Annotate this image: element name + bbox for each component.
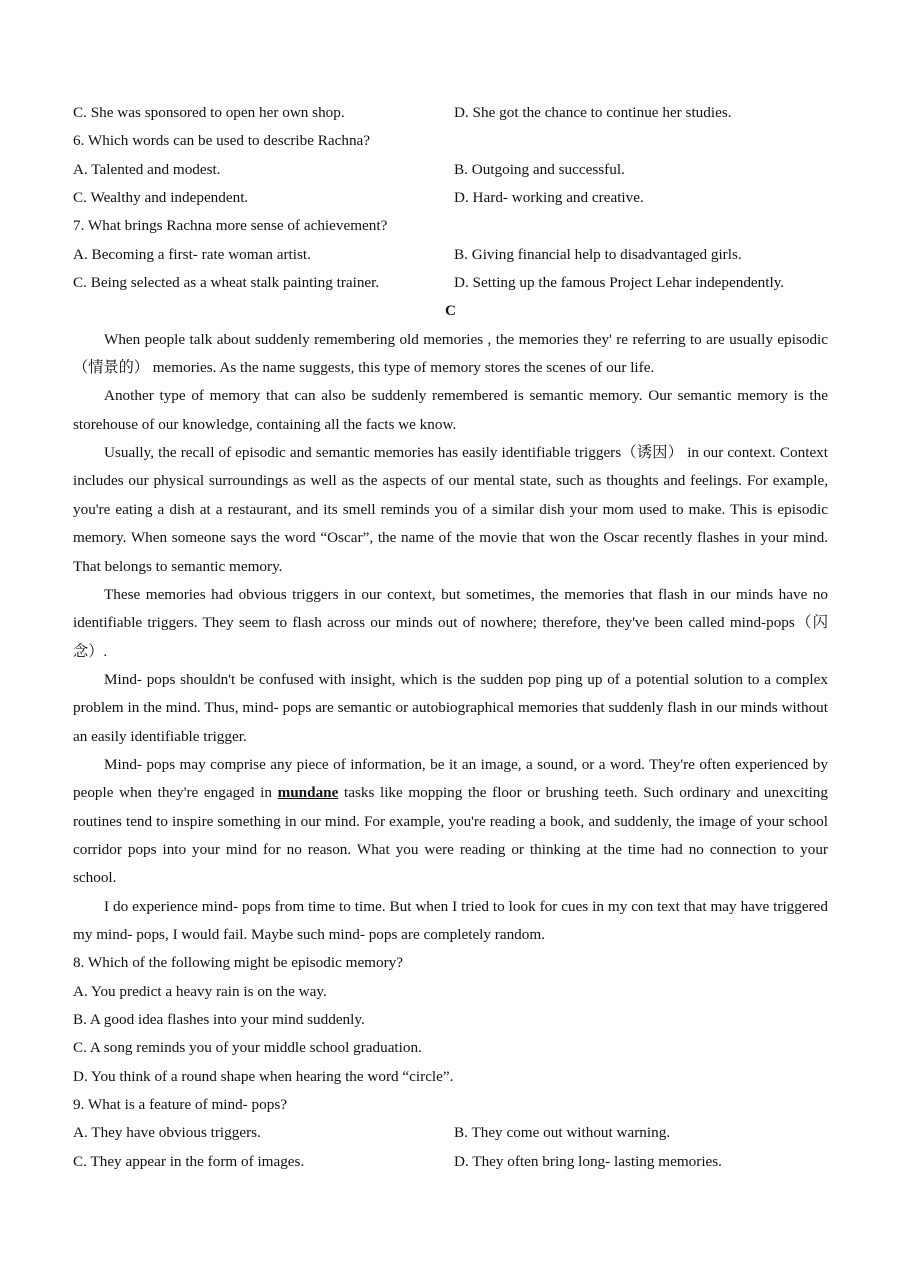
q6-options-row-ab [73, 156, 828, 184]
option-d: D. You think of a round shape when hearing the word “circle”. [73, 1067, 454, 1085]
q9-options-row-ab [73, 1119, 828, 1147]
option-a: A. They have obvious triggers. [73, 1124, 261, 1142]
option-c: C. A song reminds you of your middle school graduation. [73, 1039, 422, 1057]
q7-options-row-cd [73, 269, 828, 297]
option-b: B. A good idea flashes into your mind suddenly. [73, 1011, 365, 1028]
passage-paragraph-6 [73, 751, 828, 893]
question-9: 9. What is a feature of mind- pops? [73, 1096, 287, 1114]
passage-paragraph-1: When people talk about suddenly remembering old memories , the memories they' re referring to are usually episodic（情景的） memories. As the name suggests, this type of memory stores the scenes of our life. [73, 330, 828, 377]
passage-paragraph-5: Mind- pops shouldn't be confused with insight, which is the sudden pop ping up of a potential solution to a complex problem in the mind. Thus, mind- pops are semantic or autobiographical memories that suddenly flash in our minds without an easily identifiable trigger. [73, 670, 828, 745]
paragraph-6-text-before: Mind- pops may comprise any piece of information, be it an image, a sound, or a word. They're often experienced by people when they're engaged in [73, 755, 828, 802]
q9-options-row-cd [73, 1148, 828, 1176]
option-a: A. Talented and modest. [73, 160, 221, 178]
question-8: 8. Which of the following might be episodic memory? [73, 954, 403, 972]
option-c: C. Wealthy and independent. [73, 189, 249, 207]
document-page [73, 99, 828, 1176]
option-d: D. Hard- working and creative. [454, 189, 644, 207]
question-7: 7. What brings Rachna more sense of achievement? [73, 217, 388, 235]
option-c: C. Being selected as a wheat stalk painting trainer. [73, 274, 380, 292]
option-d: D. They often bring long- lasting memories. [454, 1152, 722, 1170]
passage-paragraph-7: I do experience mind- pops from time to time. But when I tried to look for cues in my con text that may have triggered my mind- pops, I would fail. Maybe such mind- pops are completely random. [73, 897, 828, 943]
q5-options-row-cd [73, 99, 828, 127]
option-d: D. She got the chance to continue her studies. [454, 104, 732, 121]
option-c: C. She was sponsored to open her own shop. [73, 104, 345, 121]
question-6: 6. Which words can be used to describe Rachna? [73, 132, 371, 150]
option-a: A. Becoming a first- rate woman artist. [73, 245, 311, 263]
option-b: B. They come out without warning. [454, 1124, 671, 1142]
q7-options-row-ab [73, 241, 828, 269]
section-title: C [445, 302, 456, 320]
paragraph-6-text-after: tasks like mopping the floor or brushing teeth. Such ordinary and unexciting routines tend to inspire something in our mind. For example, you're reading a book, and suddenly, the image of your school corridor pops into your mind for no reason. What you were reading or thinking at the time had no connection to your school. [73, 784, 828, 887]
q6-options-row-cd [73, 184, 828, 212]
option-b: B. Outgoing and successful. [454, 160, 625, 178]
option-c: C. They appear in the form of images. [73, 1152, 305, 1170]
option-a: A. You predict a heavy rain is on the way. [73, 982, 327, 1000]
passage-paragraph-3: Usually, the recall of episodic and semantic memories has easily identifiable triggers（诱因） in our context. Context includes our physical surroundings as well as the aspects of our mental state, such as thoughts and feelings. For example, you're eating a dish at a restaurant, and its smell reminds you of a similar dish your mom used to make. This is episodic memory. When someone says the word “Oscar”, the name of the movie that won the Oscar recently flashes in your mind. That belongs to semantic memory. [73, 444, 828, 575]
underlined-word: mundane [277, 784, 339, 802]
option-b: B. Giving financial help to disadvantaged girls. [454, 245, 742, 263]
passage-paragraph-2: Another type of memory that can also be suddenly remembered is semantic memory. Our semantic memory is the storehouse of our knowledge, containing all the facts we know. [73, 387, 828, 433]
passage-paragraph-4: These memories had obvious triggers in our context, but sometimes, the memories that flash in our minds have no identifiable triggers. They seem to flash across our minds out of nowhere; therefore, they've been called mind-pops（闪念）. [73, 585, 828, 660]
option-d: D. Setting up the famous Project Lehar independently. [454, 274, 785, 292]
